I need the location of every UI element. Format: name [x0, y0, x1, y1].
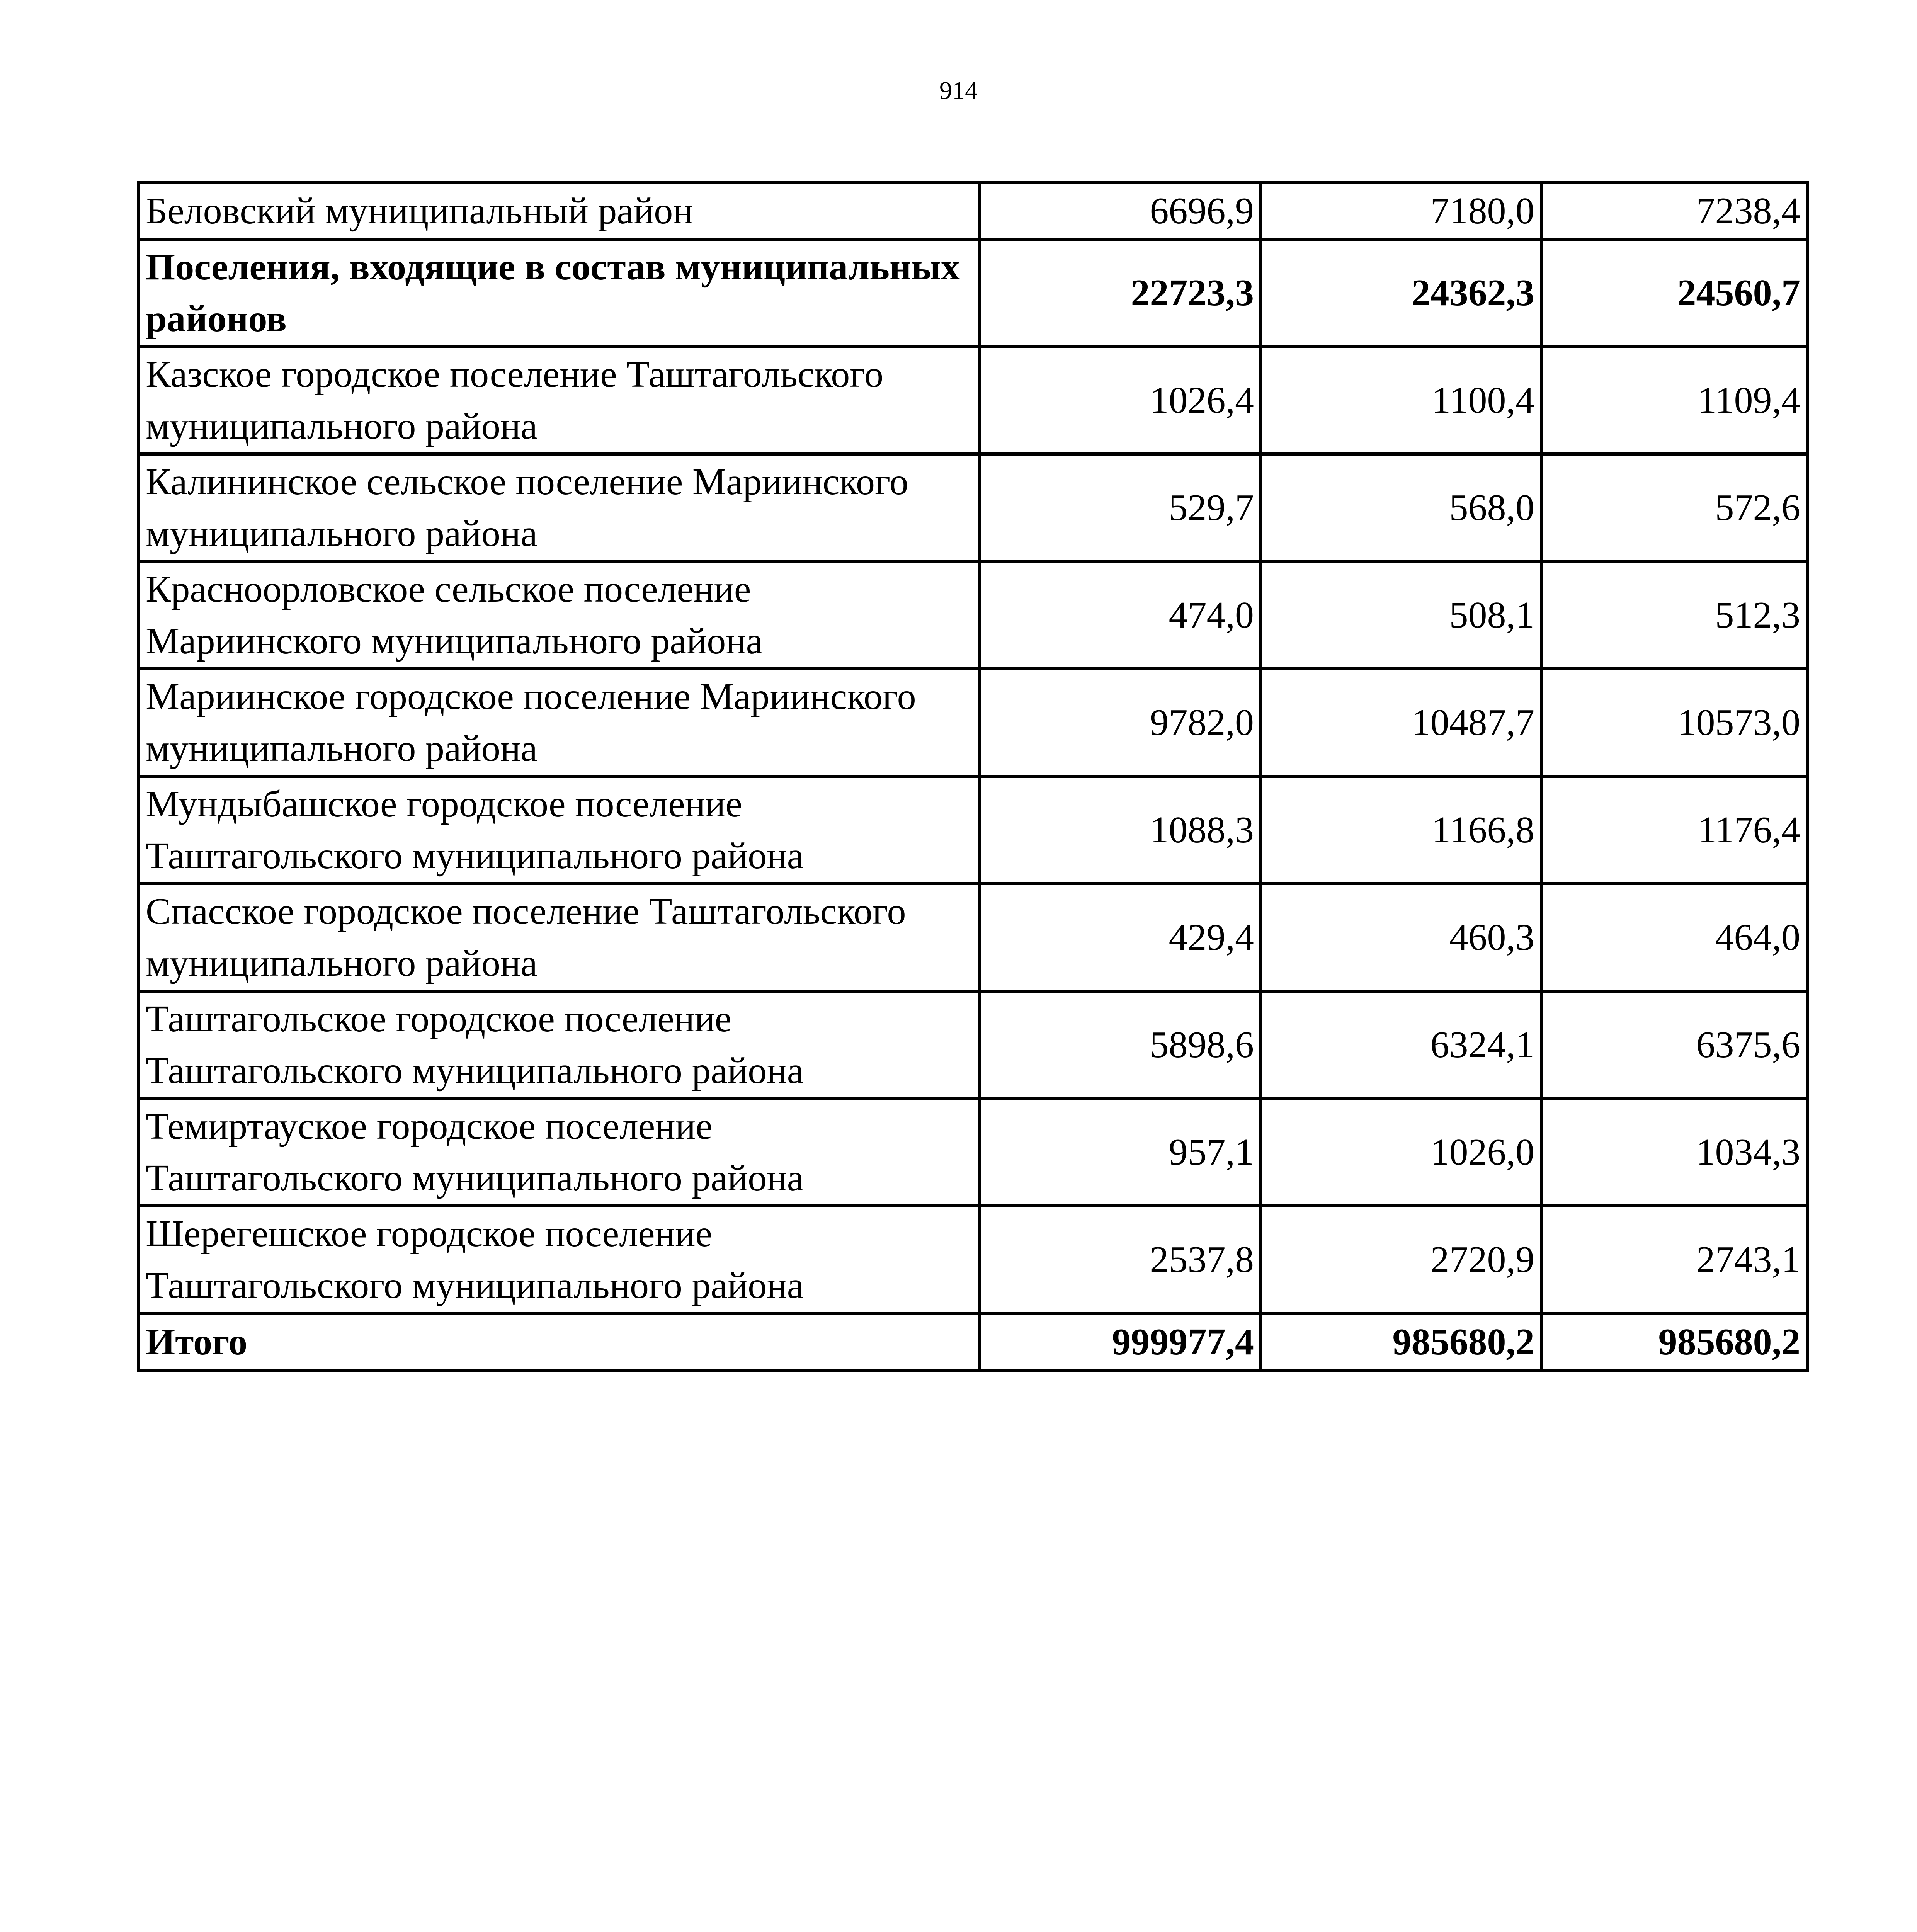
row-value-2-cell: 6324,1	[1261, 991, 1541, 1099]
row-value-3-cell: 985680,2	[1541, 1313, 1807, 1370]
row-value-2-cell: 1100,4	[1261, 347, 1541, 454]
row-name-cell: Красноорловское сельское поселение Мариинского муниципального района	[139, 561, 980, 669]
row-value-1-cell: 1088,3	[980, 776, 1261, 884]
row-value-3-cell: 1109,4	[1541, 347, 1807, 454]
page-number: 914	[939, 77, 978, 105]
row-value-1-cell: 6696,9	[980, 182, 1261, 239]
row-name-cell: Спасское городское поселение Таштагольского муниципального района	[139, 884, 980, 991]
row-name-cell: Таштагольское городское поселение Таштагольского муниципального района	[139, 991, 980, 1099]
table-row	[139, 1206, 1807, 1313]
row-value-3-cell: 6375,6	[1541, 991, 1807, 1099]
table-row	[139, 454, 1807, 561]
row-name-cell: Мариинское городское поселение Мариинского муниципального района	[139, 669, 980, 776]
row-value-2-cell: 568,0	[1261, 454, 1541, 561]
budget-table	[137, 181, 1809, 1372]
row-value-2-cell: 2720,9	[1261, 1206, 1541, 1313]
row-value-2-cell: 10487,7	[1261, 669, 1541, 776]
row-value-3-cell: 2743,1	[1541, 1206, 1807, 1313]
row-name-cell: Шерегешское городское поселение Таштагольского муниципального района	[139, 1206, 980, 1313]
row-name-cell: Калининское сельское поселение Мариинского муниципального района	[139, 454, 980, 561]
row-value-2-cell: 460,3	[1261, 884, 1541, 991]
row-value-1-cell: 2537,8	[980, 1206, 1261, 1313]
row-value-2-cell: 24362,3	[1261, 239, 1541, 347]
table-row	[139, 182, 1807, 239]
table-row	[139, 776, 1807, 884]
row-name-cell: Казское городское поселение Таштагольского муниципального района	[139, 347, 980, 454]
row-value-3-cell: 1176,4	[1541, 776, 1807, 884]
table-row	[139, 1099, 1807, 1206]
table-row	[139, 239, 1807, 347]
row-value-3-cell: 1034,3	[1541, 1099, 1807, 1206]
row-value-3-cell: 24560,7	[1541, 239, 1807, 347]
row-value-2-cell: 7180,0	[1261, 182, 1541, 239]
row-value-1-cell: 474,0	[980, 561, 1261, 669]
row-name-cell: Мундыбашское городское поселение Таштагольского муниципального района	[139, 776, 980, 884]
row-name-cell: Поселения, входящие в состав муниципальных районов	[139, 239, 980, 347]
row-value-2-cell: 1166,8	[1261, 776, 1541, 884]
row-value-3-cell: 464,0	[1541, 884, 1807, 991]
table-body	[139, 182, 1807, 1370]
row-value-1-cell: 957,1	[980, 1099, 1261, 1206]
table-row	[139, 669, 1807, 776]
row-value-2-cell: 1026,0	[1261, 1099, 1541, 1206]
table-row	[139, 1313, 1807, 1370]
row-value-1-cell: 999977,4	[980, 1313, 1261, 1370]
row-value-3-cell: 10573,0	[1541, 669, 1807, 776]
row-name-cell: Итого	[139, 1313, 980, 1370]
row-value-3-cell: 7238,4	[1541, 182, 1807, 239]
table-row	[139, 347, 1807, 454]
row-value-1-cell: 529,7	[980, 454, 1261, 561]
row-value-1-cell: 22723,3	[980, 239, 1261, 347]
row-value-1-cell: 429,4	[980, 884, 1261, 991]
row-value-1-cell: 5898,6	[980, 991, 1261, 1099]
table-row	[139, 884, 1807, 991]
table-row	[139, 561, 1807, 669]
row-value-2-cell: 508,1	[1261, 561, 1541, 669]
row-name-cell: Темиртауское городское поселение Таштагольского муниципального района	[139, 1099, 980, 1206]
row-value-1-cell: 1026,4	[980, 347, 1261, 454]
row-value-3-cell: 572,6	[1541, 454, 1807, 561]
row-name-cell: Беловский муниципальный район	[139, 182, 980, 239]
row-value-2-cell: 985680,2	[1261, 1313, 1541, 1370]
table-row	[139, 991, 1807, 1099]
row-value-1-cell: 9782,0	[980, 669, 1261, 776]
row-value-3-cell: 512,3	[1541, 561, 1807, 669]
